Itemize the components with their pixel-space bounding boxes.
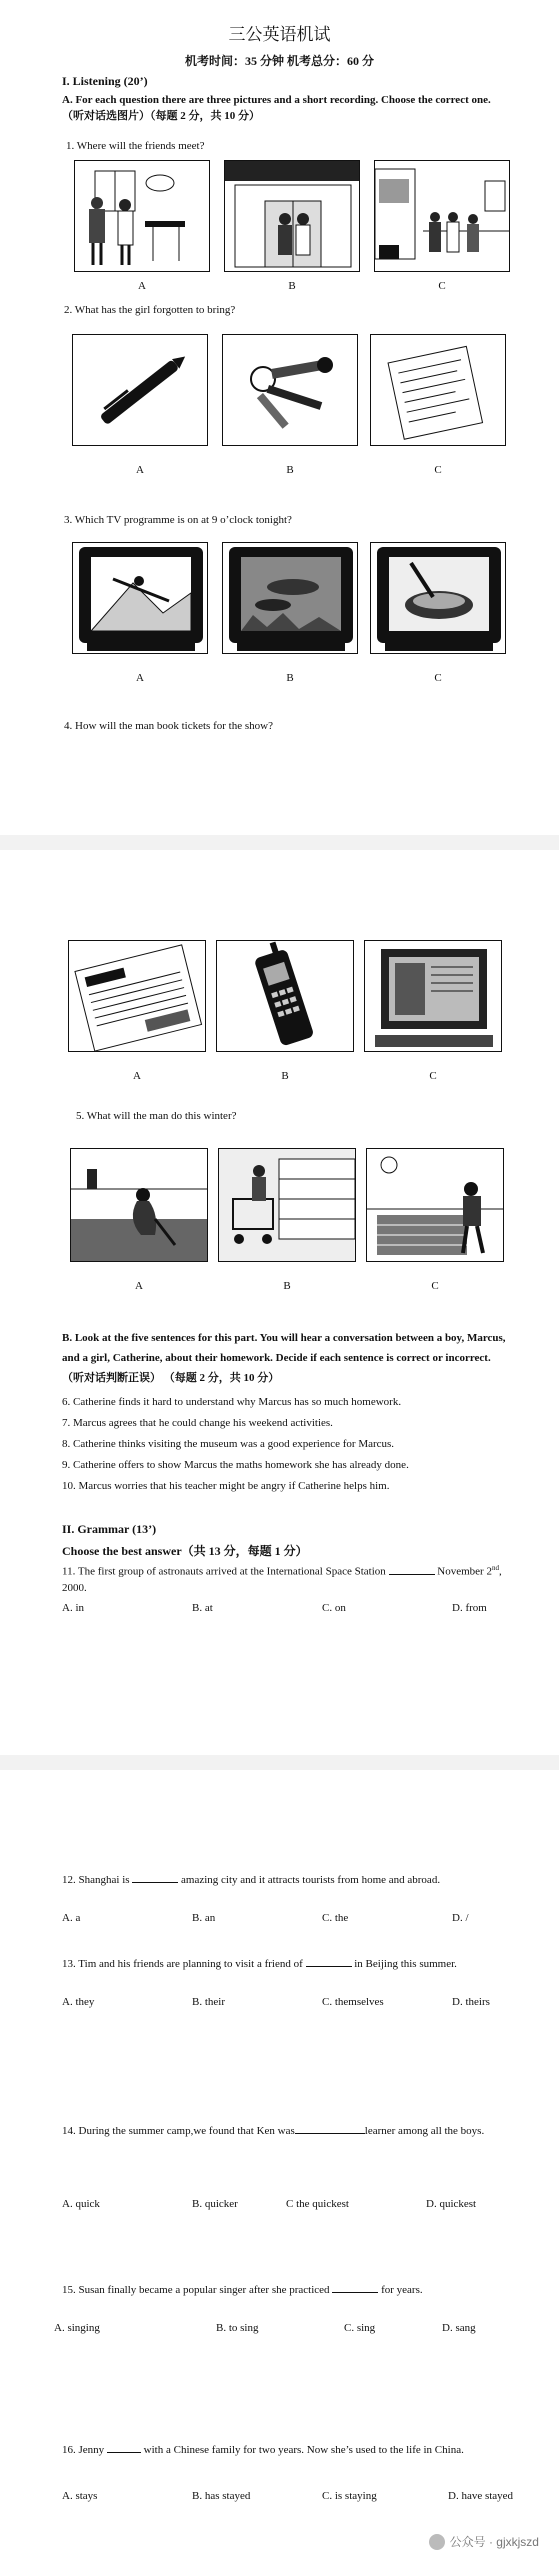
- q5-label-b: B: [283, 1280, 291, 1292]
- statement-9: 9. Catherine offers to show Marcus the maths homework she has already done.: [62, 1459, 409, 1471]
- question-1: 1. Where will the friends meet?: [66, 140, 205, 152]
- q5-picture-a-gardening[interactable]: [70, 1148, 208, 1262]
- q13-blank[interactable]: [306, 1956, 352, 1967]
- q4-picture-b-mobile-phone[interactable]: [216, 940, 354, 1052]
- q16-option-a[interactable]: A. stays: [62, 2490, 98, 2502]
- q2-picture-a-pen[interactable]: [72, 334, 208, 446]
- q2-label-b: B: [286, 464, 294, 476]
- q2-picture-b-keys[interactable]: [222, 334, 358, 446]
- question-12: 12. Shanghai is amazing city and it attracts tourists from home and abroad.: [62, 1874, 441, 1886]
- exam-page-1: [0, 0, 559, 835]
- q4-label-a: A: [133, 1070, 141, 1082]
- question-11: 11. The first group of astronauts arrived at the International Space Station November 2nd, 2000.: [62, 1564, 502, 1594]
- q13-option-c[interactable]: C. themselves: [322, 1996, 384, 2008]
- q13-option-a[interactable]: A. they: [62, 1996, 95, 2008]
- q15-option-c[interactable]: C. sing: [344, 2322, 376, 2334]
- q4-label-b: B: [281, 1070, 289, 1082]
- q13-option-b[interactable]: B. their: [192, 1996, 225, 2008]
- q12-option-b[interactable]: B. an: [192, 1912, 216, 1924]
- q5-picture-c-building-wall[interactable]: [366, 1148, 504, 1262]
- part-b-statements: [62, 1392, 522, 1497]
- q11-option-d[interactable]: D. from: [452, 1602, 487, 1614]
- q13-option-d[interactable]: D. theirs: [452, 1996, 490, 2008]
- q5-label-a: A: [135, 1280, 143, 1292]
- grammar-instruction: Choose the best answer（共 13 分，每题 1 分）: [62, 1544, 308, 1558]
- question-16: 16. Jenny with a Chinese family for two years. Now she’s used to the life in China.: [62, 2444, 464, 2456]
- q14-option-c[interactable]: C the quickest: [286, 2198, 349, 2210]
- q15-blank[interactable]: [332, 2282, 378, 2293]
- question-4: 4. How will the man book tickets for the show?: [64, 720, 273, 732]
- q5-picture-b-shopping-trolley[interactable]: [218, 1148, 356, 1262]
- section-grammar-heading: II. Grammar (13’): [62, 1522, 157, 1536]
- q12-blank[interactable]: [132, 1872, 178, 1883]
- q1-picture-c-bus-stop[interactable]: [374, 160, 510, 272]
- q15-option-d[interactable]: D. sang: [442, 2322, 476, 2334]
- q14-blank[interactable]: [295, 2123, 365, 2134]
- q1-label-c: C: [438, 280, 446, 292]
- watermark: 公众号 · gjxkjszd: [429, 2533, 539, 2550]
- section-listening-heading: I. Listening (20’): [62, 74, 148, 88]
- q16-blank[interactable]: [107, 2442, 141, 2453]
- q1-label-b: B: [288, 280, 296, 292]
- q3-label-a: A: [136, 672, 144, 684]
- q5-label-c: C: [431, 1280, 439, 1292]
- q14-option-d[interactable]: D. quickest: [426, 2198, 477, 2210]
- q16-option-c[interactable]: C. is staying: [322, 2490, 377, 2502]
- q1-picture-a-cafe[interactable]: [74, 160, 210, 272]
- exam-meta: 机考时间：35 分钟 机考总分：60 分: [184, 54, 374, 68]
- q12-option-d[interactable]: D. /: [452, 1912, 469, 1924]
- q15-option-b[interactable]: B. to sing: [216, 2322, 259, 2334]
- q3-picture-b-tv-dolphins[interactable]: [222, 542, 358, 654]
- q11-option-a[interactable]: A. in: [62, 1602, 84, 1614]
- q14-option-a[interactable]: A. quick: [62, 2198, 100, 2210]
- q4-label-c: C: [429, 1070, 437, 1082]
- q4-picture-c-computer[interactable]: [364, 940, 502, 1052]
- question-5: 5. What will the man do this winter?: [76, 1110, 237, 1122]
- question-13: 13. Tim and his friends are planning to visit a friend of in Beijing this summer.: [62, 1958, 457, 1970]
- statement-7: 7. Marcus agrees that he could change his weekend activities.: [62, 1417, 333, 1429]
- part-b-instruction: B. Look at the five sentences for this part. You will hear a conversation between a boy, Marcus, and a girl, Catherine, about their homework. Decide if each sentence is correct or incorrect.（听对话判断正误） （每题 2 分，共 10 分）: [62, 1332, 506, 1384]
- q14-option-b[interactable]: B. quicker: [192, 2198, 238, 2210]
- part-a-instruction: A. For each question there are three pictures and a short recording. Choose the correct one.（听对话选图片）（每题 2 分，共 10 分）: [62, 94, 491, 122]
- q11-blank[interactable]: [389, 1564, 435, 1575]
- exam-title: 三公英语机试: [228, 25, 331, 44]
- q2-picture-c-papers[interactable]: [370, 334, 506, 446]
- q3-label-c: C: [434, 672, 442, 684]
- q3-picture-c-tv-cooking[interactable]: [370, 542, 506, 654]
- question-15: 15. Susan finally became a popular singer after she practiced for years.: [62, 2284, 423, 2296]
- q1-label-a: A: [138, 280, 146, 292]
- statement-10: 10. Marcus worries that his teacher might be angry if Catherine helps him.: [62, 1480, 390, 1492]
- q15-option-a[interactable]: A. singing: [54, 2322, 100, 2334]
- q2-label-a: A: [136, 464, 144, 476]
- q11-option-b[interactable]: B. at: [192, 1602, 213, 1614]
- q4-picture-a-newspaper[interactable]: [68, 940, 206, 1052]
- exam-page-3: [0, 1770, 559, 2568]
- q12-option-c[interactable]: C. the: [322, 1912, 349, 1924]
- q16-option-d[interactable]: D. have stayed: [448, 2490, 514, 2502]
- q3-label-b: B: [286, 672, 294, 684]
- question-3: 3. Which TV programme is on at 9 o’clock tonight?: [64, 514, 292, 526]
- wechat-icon: [429, 2534, 445, 2550]
- q11-option-c[interactable]: C. on: [322, 1602, 346, 1614]
- q12-option-a[interactable]: A. a: [62, 1912, 81, 1924]
- exam-page-2: [0, 850, 559, 1755]
- statement-8: 8. Catherine thinks visiting the museum was a good experience for Marcus.: [62, 1438, 395, 1450]
- question-14: 14. During the summer camp,we found that Ken was learner among all the boys.: [62, 2125, 485, 2137]
- q16-option-b[interactable]: B. has stayed: [192, 2490, 251, 2502]
- q3-picture-a-tv-skiing[interactable]: [72, 542, 208, 654]
- q1-picture-b-shop[interactable]: [224, 160, 360, 272]
- q2-label-c: C: [434, 464, 442, 476]
- statement-6: 6. Catherine finds it hard to understand why Marcus has so much homework.: [62, 1396, 402, 1408]
- question-2: 2. What has the girl forgotten to bring?: [64, 304, 236, 316]
